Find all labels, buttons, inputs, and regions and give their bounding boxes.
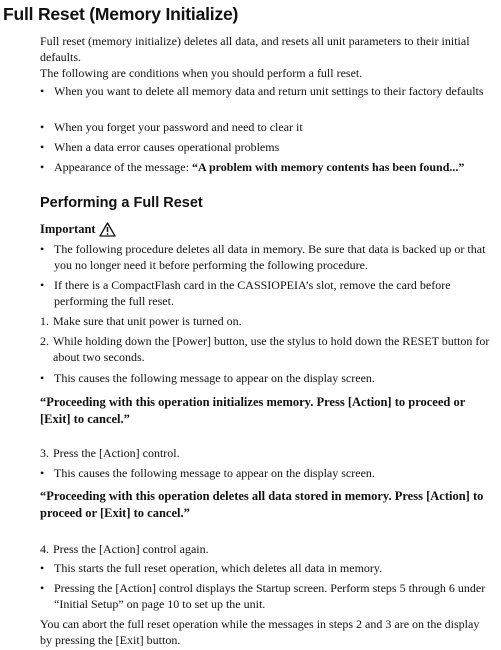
step-number: 1. — [40, 314, 49, 328]
step-3 — [40, 445, 492, 461]
condition-text: Appearance of the message: — [54, 160, 192, 174]
step-text: Press the [Action] control. — [53, 446, 180, 460]
condition-item — [40, 159, 492, 175]
step-bullet-text: Pressing the [Action] control displays the Startup screen. Perform steps 5 through 6 under “Initial Setup” on page 10 to set up the unit. — [54, 581, 486, 611]
bullet-icon: • — [40, 278, 45, 292]
step-4-bullet — [40, 580, 492, 612]
step-bullet-text: This starts the full reset operation, which deletes all data in memory. — [54, 561, 383, 575]
condition-item — [40, 83, 492, 99]
footer-note: You can abort the full reset operation while the messages in steps 2 and 3 are on the display by pressing the [Exit] button. — [40, 617, 480, 647]
step-text: Press the [Action] control again. — [53, 542, 209, 556]
bullet-icon: • — [40, 84, 45, 98]
intro-conditions-lead: The following are conditions when you should perform a full reset. — [40, 66, 363, 80]
warning-triangle-icon — [99, 222, 116, 237]
step-bullet-text: This causes the following message to appear on the display screen. — [54, 371, 375, 385]
bullet-icon: • — [40, 466, 45, 480]
condition-item — [40, 139, 492, 155]
step-2-bullet — [40, 370, 492, 386]
important-text: If there is a CompactFlash card in the CASSIOPEIA’s slot, remove the card before performing the full reset. — [54, 278, 451, 308]
step-text: Make sure that unit power is turned on. — [53, 314, 242, 328]
step-3-message: “Proceeding with this operation deletes all data stored in memory. Press [Action] to proceed or [Exit] to cancel.” — [40, 489, 484, 520]
page-title: Full Reset (Memory Initialize) — [3, 4, 239, 24]
condition-item — [40, 119, 492, 135]
step-2 — [40, 333, 492, 365]
step-1 — [40, 313, 492, 329]
bullet-icon: • — [40, 561, 45, 575]
condition-text: When you want to delete all memory data and return unit settings to their factory defaults — [54, 84, 484, 98]
step-4-bullet — [40, 560, 492, 576]
step-number: 4. — [40, 542, 49, 556]
section-title: Performing a Full Reset — [40, 195, 203, 211]
condition-text: When you forget your password and need to clear it — [54, 120, 303, 134]
important-label: Important — [40, 222, 96, 236]
step-3-bullet — [40, 465, 492, 481]
step-number: 2. — [40, 334, 49, 348]
step-4 — [40, 541, 492, 557]
bullet-icon: • — [40, 371, 45, 385]
bullet-icon: • — [40, 581, 45, 595]
important-item — [40, 241, 492, 273]
intro-paragraph: Full reset (memory initialize) deletes all data, and resets all unit parameters to their initial defaults. — [40, 34, 470, 64]
step-2-message: “Proceeding with this operation initializes memory. Press [Action] to proceed or [Exit] to cancel.” — [40, 395, 466, 426]
condition-message: “A problem with memory contents has been found...” — [191, 160, 465, 174]
important-heading — [40, 221, 116, 237]
important-text: The following procedure deletes all data in memory. Be sure that data is backed up or that you no longer need it before performing the following procedure. — [54, 242, 486, 272]
bullet-icon: • — [40, 140, 45, 154]
bullet-icon: • — [40, 120, 45, 134]
step-bullet-text: This causes the following message to appear on the display screen. — [54, 466, 375, 480]
condition-text: When a data error causes operational problems — [54, 140, 280, 154]
step-text: While holding down the [Power] button, use the stylus to hold down the RESET button for about two seconds. — [53, 334, 490, 364]
bullet-icon: • — [40, 160, 45, 174]
important-item — [40, 277, 492, 309]
step-number: 3. — [40, 446, 49, 460]
bullet-icon: • — [40, 242, 45, 256]
